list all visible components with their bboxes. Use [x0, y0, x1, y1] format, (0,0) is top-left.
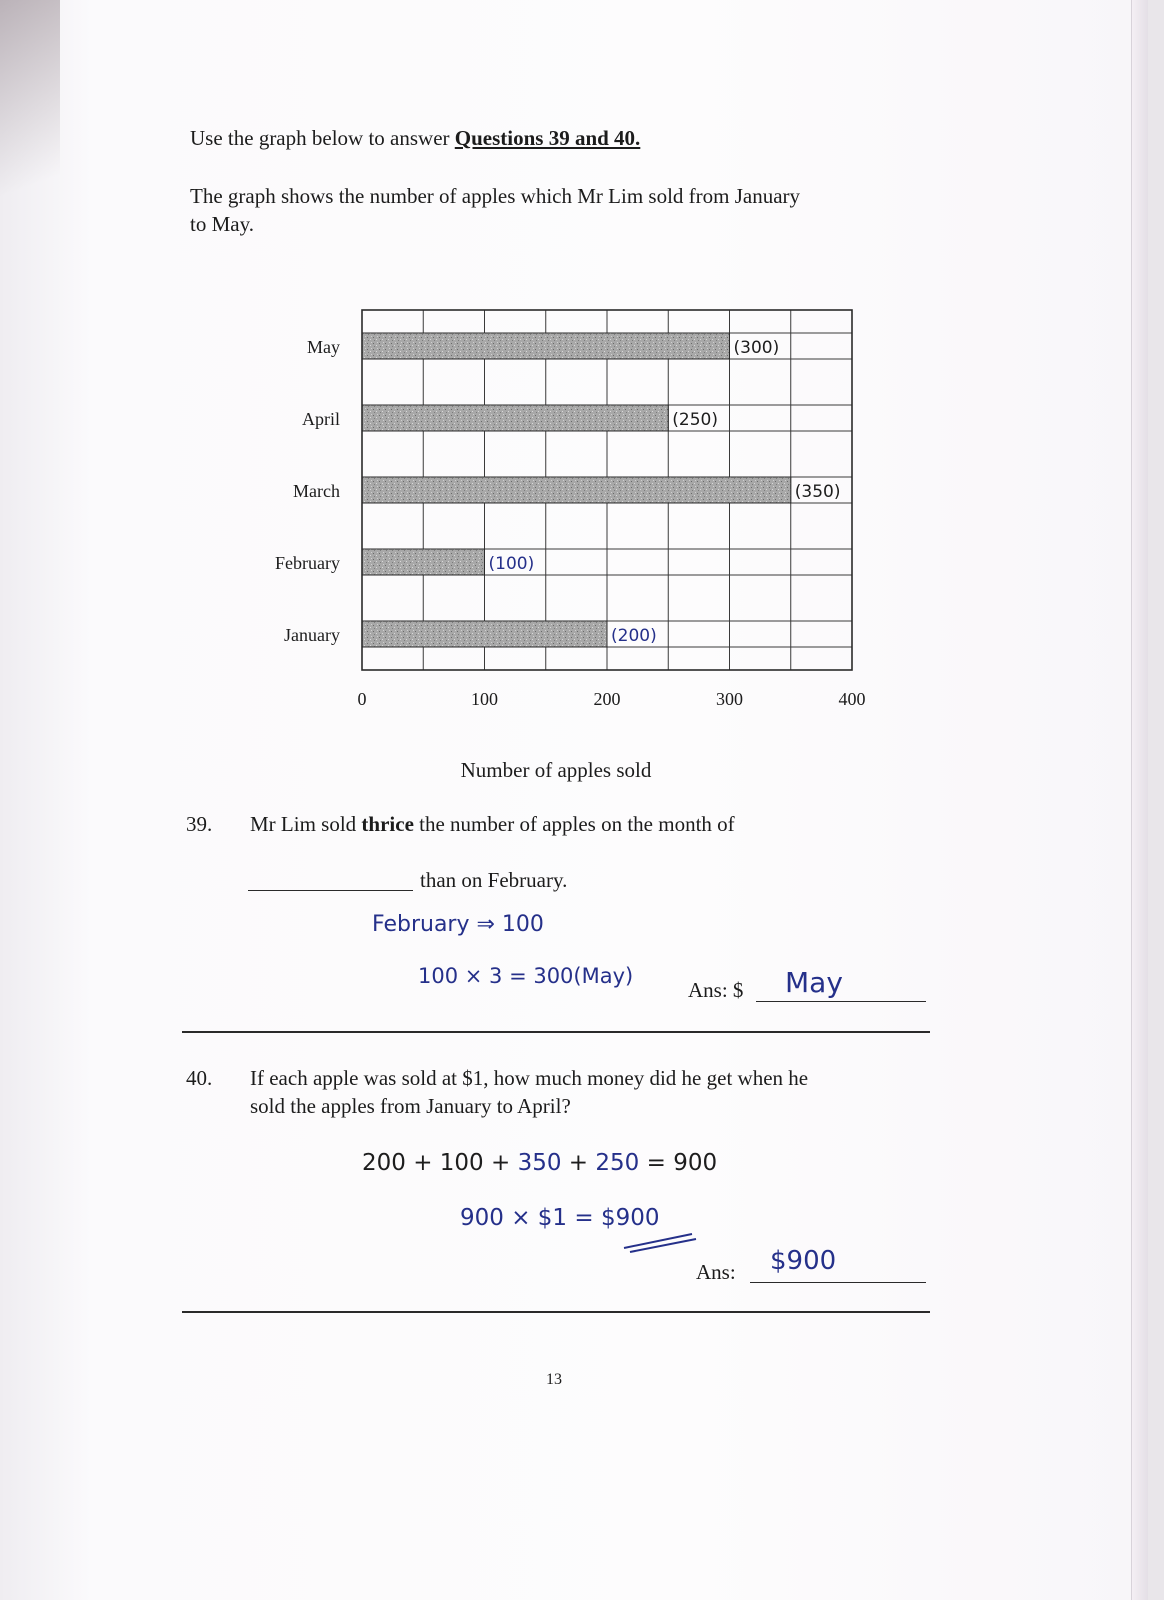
- q40-working-1a: 200 + 100 +: [362, 1150, 518, 1176]
- intro-line-1: The graph shows the number of apples which Mr Lim sold from January: [190, 184, 801, 208]
- q39-text: [250, 810, 735, 838]
- q40-answer-line: [750, 1282, 926, 1283]
- instruction-prefix: Use the graph below to answer: [190, 126, 455, 150]
- chart-bar-may: [362, 333, 730, 359]
- page-number: 13: [546, 1371, 562, 1388]
- q39-working-1: February ⇒ 100: [372, 912, 544, 937]
- questions-reference: Questions 39 and 40.: [454, 126, 641, 150]
- chart-category-label: January: [284, 625, 340, 645]
- q39-text-bold: thrice: [361, 812, 414, 836]
- q40-working-1c: +: [561, 1150, 596, 1176]
- apples-bar-chart: [0, 0, 1148, 800]
- q40-working-2: 900 × $1 = $900: [460, 1205, 660, 1231]
- q40-working-1e: = 900: [639, 1150, 718, 1176]
- q40-line-2: sold the apples from January to April?: [250, 1094, 571, 1118]
- q40-answer-value: $900: [770, 1246, 837, 1276]
- q39-number: 39.: [186, 812, 213, 836]
- q39-text-before: Mr Lim sold: [250, 812, 362, 836]
- q39-answer-line: [756, 1001, 926, 1002]
- intro-line-2: to May.: [190, 212, 254, 236]
- q40-answer-label: Ans:: [696, 1260, 736, 1284]
- double-underline-mark: [620, 1230, 700, 1254]
- q40-working-1b: 350: [517, 1150, 562, 1176]
- chart-bar-march: [362, 477, 791, 503]
- q40-number: 40.: [186, 1066, 213, 1090]
- q40-divider: [182, 1311, 930, 1313]
- chart-bar-april: [362, 405, 668, 431]
- q39-line-2: than on February.: [420, 868, 568, 892]
- q39-text-after: the number of apples on the month of: [413, 812, 735, 836]
- chart-bar-february: [362, 549, 485, 575]
- chart-handwritten-label: (350): [794, 482, 841, 502]
- chart-x-axis-label: Number of apples sold: [460, 758, 652, 782]
- chart-category-label: March: [293, 481, 340, 501]
- chart-tick-label: 300: [716, 689, 743, 709]
- q40-working-1d: 250: [595, 1150, 640, 1176]
- chart-handwritten-label: (100): [488, 554, 535, 574]
- chart-tick-label: 400: [838, 689, 866, 709]
- chart-handwritten-label: (300): [733, 338, 780, 358]
- q40-working-1: [362, 1150, 717, 1176]
- q40-line-1: If each apple was sold at $1, how much money did he get when he: [250, 1066, 809, 1090]
- chart-tick-label: 200: [593, 689, 621, 709]
- q39-answer-label: Ans: $: [688, 978, 744, 1002]
- chart-category-label: February: [275, 553, 340, 573]
- q39-working-2: 100 × 3 = 300(May): [418, 964, 634, 988]
- chart-tick-label: 100: [471, 689, 498, 709]
- chart-tick-label: 0: [357, 689, 367, 709]
- chart-bar-january: [362, 621, 607, 647]
- q39-blank-line: [248, 890, 413, 891]
- q39-answer-value: May: [785, 966, 843, 999]
- chart-category-label: April: [302, 409, 340, 429]
- chart-category-label: May: [307, 337, 340, 357]
- chart-handwritten-label: (250): [672, 410, 718, 430]
- q39-divider: [182, 1031, 930, 1033]
- chart-handwritten-label: (200): [611, 626, 657, 646]
